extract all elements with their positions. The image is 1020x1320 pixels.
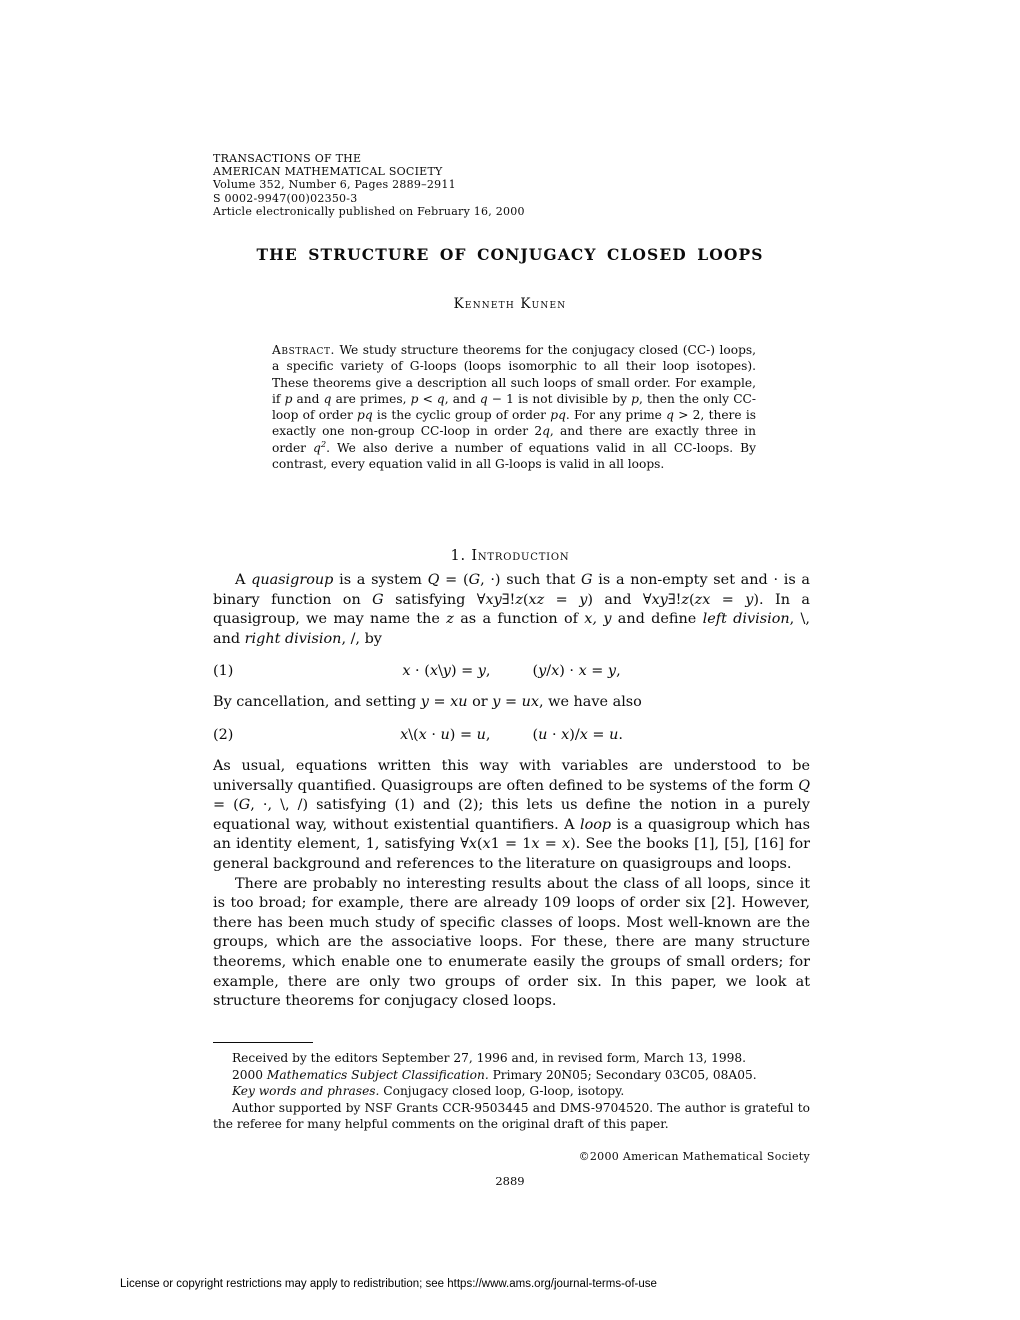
equation-2-right: (u · x)/x = u. [532, 726, 623, 743]
footnote-keywords: Key words and phrases. Conjugacy closed loop, G-loop, isotopy. [232, 1084, 625, 1099]
footnotes [213, 1050, 810, 1133]
footnote-rule [213, 1042, 313, 1043]
journal-header-line-4: S 0002-9947(00)02350-3 [213, 191, 358, 205]
journal-header-line-5: Article electronically published on February 16, 2000 [213, 204, 525, 218]
footnote-msc: 2000 Mathematics Subject Classification. Primary 20N05; Secondary 03C05, 08A05. [232, 1067, 757, 1082]
equation-2-left: x\(x · u) = u, [400, 726, 491, 743]
page-number: 2889 [495, 1174, 525, 1188]
equation-1 [213, 661, 810, 681]
journal-header-line-1: TRANSACTIONS OF THE [213, 152, 362, 165]
equation-1-body [402, 663, 620, 679]
between-equations-text: By cancellation, and setting y = xu or y = ux, we have also [213, 694, 642, 711]
section-heading-introduction: 1. Introduction [450, 548, 570, 564]
intro-para-1: A quasigroup is a system Q = (G, ·) such that G is a non-empty set and · is a binary function on G satisfying ∀xy∃!z(xz = y) and ∀xy∃!z(zx = y). In a quasigroup, we may name the z as a function of x, y and define left division, \, and right division, /, by [213, 572, 810, 647]
equation-1-right: (y/x) · x = y, [532, 663, 621, 680]
equation-2 [213, 725, 810, 745]
footnote-received: Received by the editors September 27, 1996 and, in revised form, March 13, 1998. [232, 1051, 746, 1065]
copyright-line: ©2000 American Mathematical Society [578, 1150, 810, 1163]
equation-1-left: x · (x\y) = y, [402, 663, 491, 680]
footnote-support: Author supported by NSF Grants CCR-9503445 and DMS-9704520. The author is grateful to the referee for many helpful comments on the original draft of this paper. [213, 1100, 810, 1132]
introduction-body [213, 571, 810, 1012]
journal-header-line-3: Volume 352, Number 6, Pages 2889–2911 [213, 178, 456, 192]
journal-header-line-2: AMERICAN MATHEMATICAL SOCIETY [213, 165, 443, 179]
license-line: License or copyright restrictions may apply to redistribution; see https://www.ams.org/journal-terms-of-use [120, 1278, 657, 1290]
author-name: Kenneth Kunen [453, 296, 567, 312]
abstract-body: We study structure theorems for the conjugacy closed (CC-) loops, a specific variety of G-loops (loops isomorphic to all their loop isotopes). These theorems give a description all such loops of small order. For example, if p and q are primes, p < q, and q − 1 is not divisible by p, then the only CC-loop of order pq is the cyclic group of order pq. For any prime q > 2, there is exactly one non-group CC-loop in order 2q, and there are exactly three in order $q^2$. We also derive a number of equations valid in all CC-loops. By contrast, every equation valid in all G-loops is valid in all loops. [272, 343, 756, 472]
equation-2-body [400, 727, 623, 743]
abstract [272, 342, 756, 472]
intro-para-2: As usual, equations written this way with variables are understood to be universally quantified. Quasigroups are often defined to be systems of the form Q = (G, ·, \, /) satisfying (1) and (2); this lets us define the notion in a purely equational way, without existential quantifiers. A loop is a quasigroup which has an identity element, 1, satisfying ∀x(x1 = 1x = x). See the books [1], [5], [16] for general background and references to the literature on quasigroups and loops. [213, 757, 810, 872]
intro-para-3: There are probably no interesting results about the class of all loops, since it is too broad; for example, there are already 109 loops of order six [2]. However, there has been much study of specific classes of loops. Most well-known are the groups, which are the associative loops. For these, there are many structure theorems, which enable one to enumerate easily the groups of small orders; for example, there are only two groups of order six. In this paper, we look at structure theorems for conjugacy closed loops. [213, 875, 810, 1010]
paper-title: THE STRUCTURE OF CONJUGACY CLOSED LOOPS [256, 245, 764, 264]
equation-1-number: (1) [213, 663, 234, 680]
journal-header [213, 152, 525, 218]
abstract-label: Abstract. [272, 343, 336, 357]
equation-2-number: (2) [213, 726, 234, 743]
